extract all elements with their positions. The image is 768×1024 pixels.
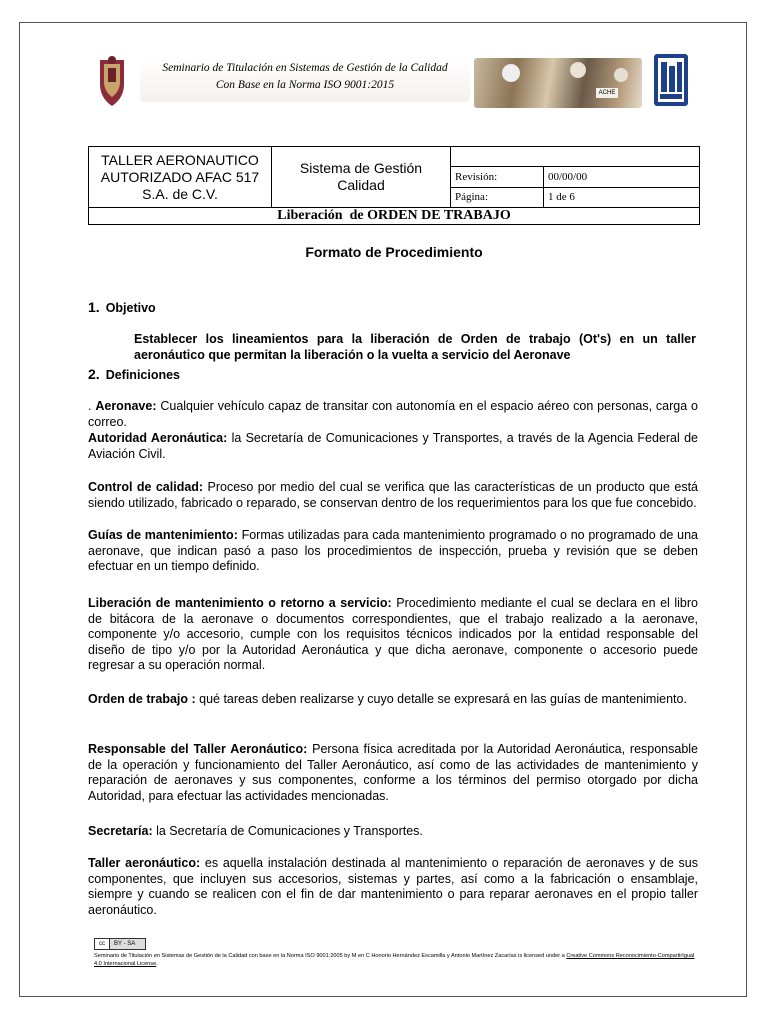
section-label: Definiciones <box>105 368 181 382</box>
definition-term: Guías de mantenimiento: <box>88 528 238 542</box>
cc-badge-label: BY - SA <box>114 941 136 947</box>
definition-text: es aquella instalación destinada al mantenimiento o reparación de aeronaves y de sus componentes, que incluyen sus accesorios, sistemas y partes, así como a la fabricación o ensamblaje, siempre y cuando se realicen con el fin de dar mantenimiento o para reparar aeronaves en el propio taller aeronáutico. <box>88 856 698 917</box>
document-header-table <box>88 146 700 225</box>
definition-responsable <box>88 742 698 804</box>
definition-term: Orden de trabajo : <box>88 692 196 706</box>
cc-license-badge[interactable] <box>94 938 146 950</box>
page-title: Formato de Procedimiento <box>305 244 483 260</box>
page-label: Página: <box>451 187 544 207</box>
banner-line-1: Seminario de Titulación en Sistemas de Gestión de la Calidad <box>162 62 448 74</box>
company-line-3: S.A. de C.V. <box>142 185 218 202</box>
definition-text: la Secretaría de Comunicaciones y Transportes. <box>152 824 423 838</box>
doc-title-main: ORDEN DE TRABAJO <box>367 208 511 223</box>
definition-text: Formas utilizadas para cada mantenimiento programado o no programado de una aeronave, que indican pasó a paso los procedimientos de inspección, prueba y revisión que se deben efectuar en un tiempo definido. <box>88 528 698 574</box>
cc-icon: cc <box>95 939 110 949</box>
section-objetivo <box>88 299 156 315</box>
definition-guias <box>88 528 698 575</box>
definition-text: Persona física acreditada por la Autoridad Aeronáutica, responsable de la operación y funcionamiento del Taller Aeronáutico, así como de las actividades de mantenimiento y reparación de aeronaves y sus componentes, conforme a los términos del permiso otorgado por dicha Autoridad, para efectuar las actividades mencionadas. <box>88 742 699 803</box>
system-cell <box>272 147 451 208</box>
definition-term: Control de calidad: <box>88 480 204 494</box>
definition-term: Aeronave: <box>95 399 157 413</box>
blank-cell <box>451 147 700 167</box>
company-cell <box>89 147 272 208</box>
definition-term: Responsable del Taller Aeronáutico: <box>88 742 308 756</box>
esime-building-icon <box>652 52 690 108</box>
seminar-banner <box>96 52 692 112</box>
definition-term: Autoridad Aeronáutica: <box>88 431 228 445</box>
definition-taller <box>88 856 698 918</box>
system-line-2: Calidad <box>337 177 385 193</box>
banner-title <box>140 60 470 102</box>
definition-control-calidad <box>88 480 698 511</box>
definition-text: Proceso por medio del cual se verifica que las características de un producto que está siendo utilizado, fabricado o reparado, se conservan dentro de los requerimientos para los que fue concebido. <box>88 480 699 510</box>
definition-text: la Secretaría de Comunicaciones y Transportes, a través de la Agencia Federal de Aviación Civil. <box>88 431 698 461</box>
definition-text: qué tareas deben realizarse y cuyo detalle se expresará en las guías de mantenimiento. <box>195 692 687 706</box>
definition-liberacion <box>88 596 698 674</box>
definition-text: Cualquier vehículo capaz de transitar con autonomía en el espacio aéreo con personas, carga o correo. <box>88 399 699 429</box>
system-line-1: Sistema de Gestión <box>299 160 423 176</box>
license-link[interactable]: Creative Commons Reconocimiento-CompartirIgual 4.0 Internacional License <box>94 953 695 967</box>
definition-text: Procedimiento mediante el cual se declara en el libro de bitácora de la aeronave o documentos correspondientes, que el trabajo realizado a la aeronave, componente y/o accesorio, cumple con los requisitos técnicos indicados por la entidad responsable del diseño de tipo y/o por la Autoridad Aeronáutica y que dicha aeronave, componente o accesorio puede regresar a su operación normal. <box>88 596 698 673</box>
doc-title-prefix: Liberación de <box>277 208 368 223</box>
revision-label: Revisión: <box>451 167 544 187</box>
revision-value: 00/00/00 <box>544 167 700 187</box>
company-line-1: TALLER AERONAUTICO <box>101 151 259 168</box>
banner-photo: ACHE <box>474 58 642 108</box>
ipn-crest-icon <box>96 54 128 108</box>
company-line-2: AUTORIZADO AFAC 517 <box>100 168 260 185</box>
page-value: 1 de 6 <box>544 187 700 207</box>
definition-term: Taller aeronáutico: <box>88 856 201 870</box>
section-label: Objetivo <box>105 301 156 315</box>
license-footer: Seminario de Titulación en Sistemas de Gestión de la Calidad con base en la Norma ISO 9001:2005 by M en C Honorio Hernández Escamilla y Antonio Martínez Zacarías is licensed under a Creative Commons Reconocimiento-CompartirIgual 4.0 Internacional License. <box>94 953 695 967</box>
definition-term: Secretaría: <box>88 824 153 838</box>
definition-secretaria <box>88 824 698 840</box>
footer-text: Seminario de Titulación en Sistemas de Gestión de la Calidad con base en la Norma ISO 9001:2005 by M en C Honorio Hernández Escamilla y Antonio Martínez Zacarías is licensed under a <box>94 953 567 959</box>
banner-line-2: Con Base en la Norma ISO 9001:2015 <box>215 79 395 91</box>
definition-autoridad <box>88 431 698 462</box>
definition-orden-trabajo <box>88 692 698 708</box>
definition-term: Liberación de mantenimiento o retorno a servicio: <box>88 596 392 610</box>
section-number: 2. <box>88 366 100 382</box>
definition-aeronave: . Aeronave: Cualquier vehículo capaz de transitar con autonomía en el espacio aéreo con personas, carga o correo. <box>88 399 699 429</box>
objective-text: Establecer los lineamientos para la liberación de Orden de trabajo (Ot's) en un taller aeronáutico que permitan la liberación o la vuelta a servicio del Aeronave <box>134 332 696 362</box>
doc-title-cell <box>89 208 700 225</box>
section-definiciones <box>88 366 180 382</box>
section-number: 1. <box>88 299 100 315</box>
